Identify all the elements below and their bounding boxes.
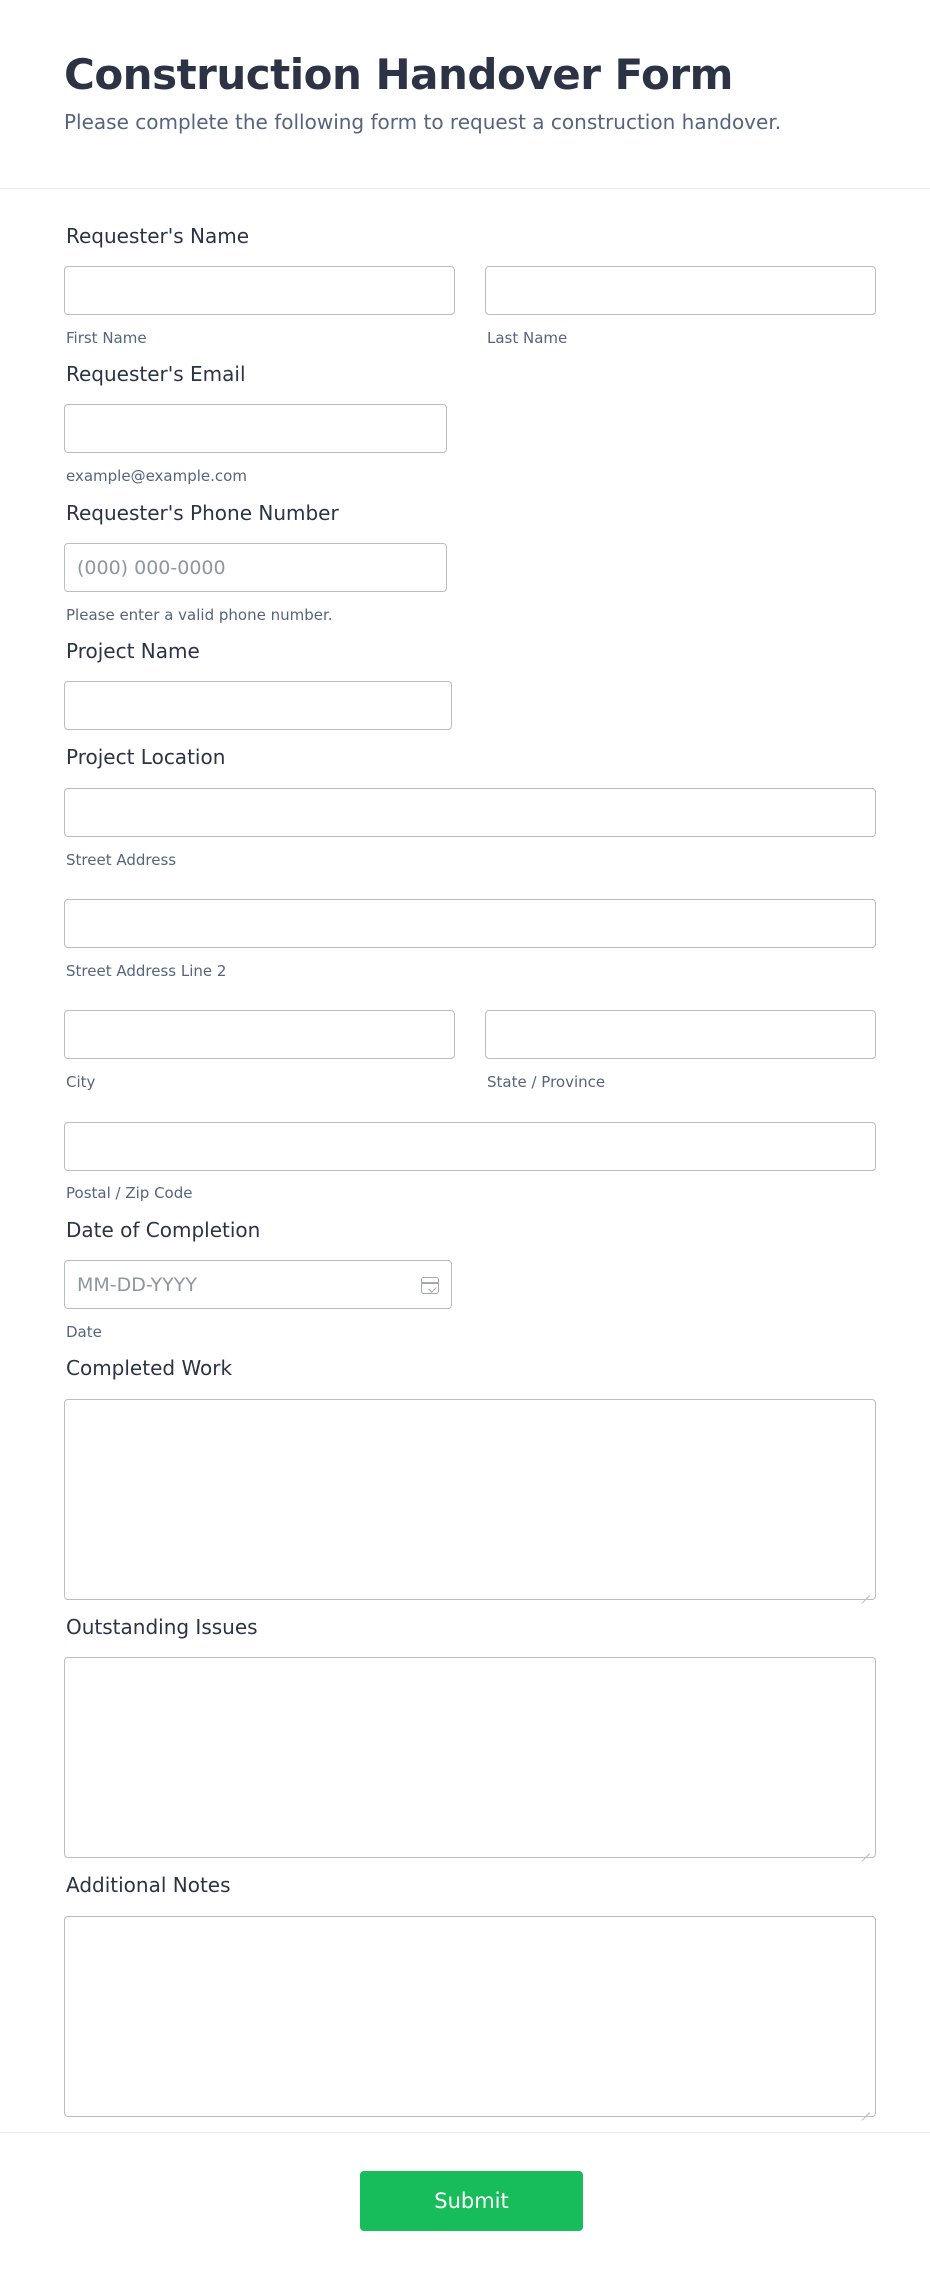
street-address-line2-input[interactable] xyxy=(64,899,876,948)
calendar-icon[interactable] xyxy=(421,1277,439,1294)
city-sublabel: City xyxy=(66,1073,96,1091)
email-label: Requester's Email xyxy=(66,362,246,386)
phone-label: Requester's Phone Number xyxy=(66,501,339,525)
page-title: Construction Handover Form xyxy=(64,50,733,99)
city-input[interactable] xyxy=(64,1010,455,1059)
location-label: Project Location xyxy=(66,745,226,769)
completion-date-sublabel: Date xyxy=(66,1323,102,1341)
email-sublabel: example@example.com xyxy=(66,467,247,485)
additional-notes-label: Additional Notes xyxy=(66,1873,231,1897)
completed-work-textarea[interactable] xyxy=(64,1399,876,1600)
email-input[interactable] xyxy=(64,404,447,453)
last-name-sublabel: Last Name xyxy=(487,329,568,347)
outstanding-issues-textarea[interactable] xyxy=(64,1657,876,1858)
submit-button[interactable]: Submit xyxy=(360,2171,583,2231)
street-address-input[interactable] xyxy=(64,788,876,837)
completion-date-input[interactable] xyxy=(64,1260,452,1309)
project-name-label: Project Name xyxy=(66,639,200,663)
additional-notes-textarea[interactable] xyxy=(64,1916,876,2117)
form-header xyxy=(0,0,930,189)
postal-code-sublabel: Postal / Zip Code xyxy=(66,1184,193,1202)
last-name-input[interactable] xyxy=(485,266,876,315)
page-subtitle: Please complete the following form to request a construction handover. xyxy=(64,110,782,134)
first-name-input[interactable] xyxy=(64,266,455,315)
name-label: Requester's Name xyxy=(66,224,250,248)
outstanding-issues-label: Outstanding Issues xyxy=(66,1615,258,1639)
phone-input[interactable] xyxy=(64,543,447,592)
postal-code-input[interactable] xyxy=(64,1122,876,1171)
project-name-input[interactable] xyxy=(64,681,452,730)
completion-date-label: Date of Completion xyxy=(66,1218,261,1242)
phone-sublabel: Please enter a valid phone number. xyxy=(66,606,333,624)
state-sublabel: State / Province xyxy=(487,1073,606,1091)
state-input[interactable] xyxy=(485,1010,876,1059)
street-address-line2-sublabel: Street Address Line 2 xyxy=(66,962,227,980)
street-address-sublabel: Street Address xyxy=(66,851,177,869)
first-name-sublabel: First Name xyxy=(66,329,147,347)
completed-work-label: Completed Work xyxy=(66,1356,233,1380)
